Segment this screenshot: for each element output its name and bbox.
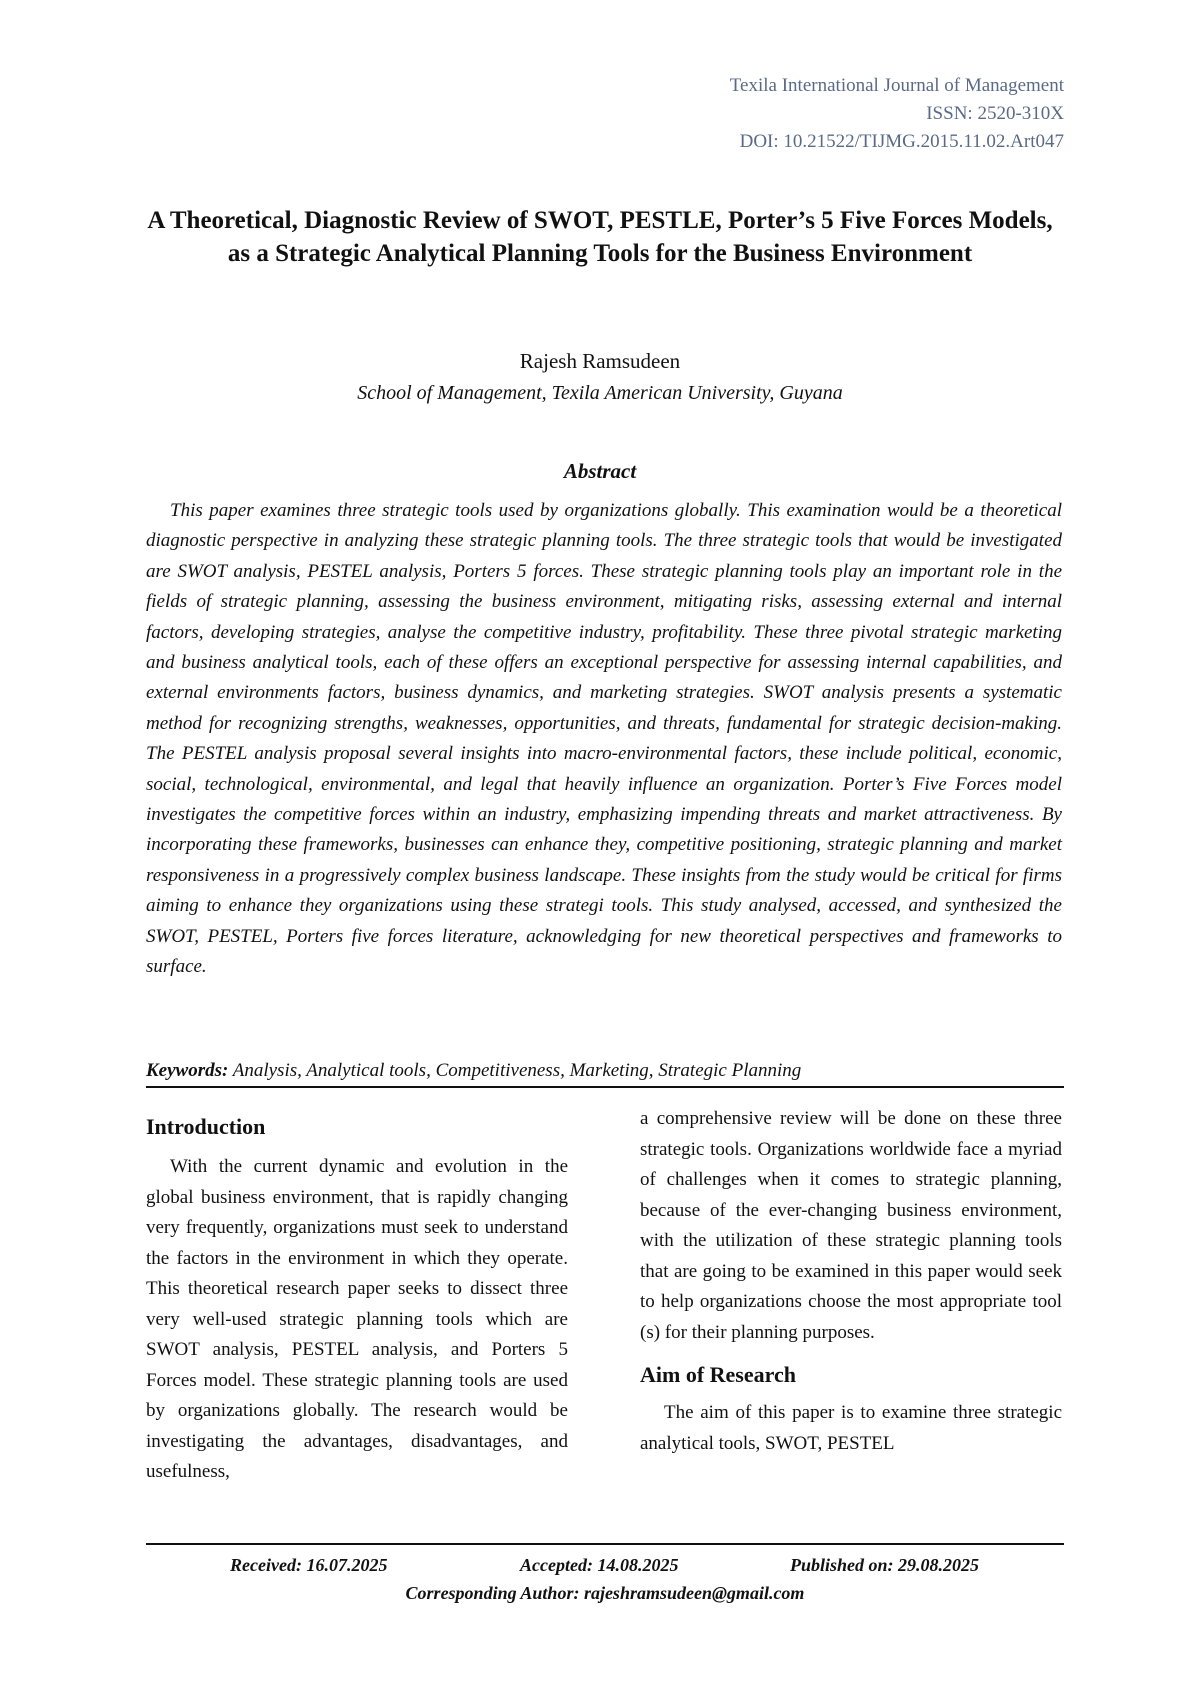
introduction-text: With the current dynamic and evolution in the global business environment, that is rapidly changing very frequently, organizations must seek to understand the factors in the environment in which they operate. This theoretical research paper seeks to dissect three very well-used strategic planning tools which are SWOT analysis, PESTEL analysis, and Porters 5 Forces model. These strategic planning tools are used by organizations globally. The research would be investigating the advantages, disadvantages, and usefulness,: [146, 1156, 568, 1482]
divider-top: [146, 1086, 1064, 1088]
journal-doi: DOI: 10.21522/TIJMG.2015.11.02.Art047: [739, 131, 1064, 152]
keywords: [146, 1058, 1062, 1084]
introduction-continuation: a comprehensive review will be done on these three strategic tools. Organizations worldwide face a myriad of challenges when it comes to strategic planning, because of the ever-changing business environment, with the utilization of these strategic planning tools that are going to be examined in this paper would seek to help organizations choose the most appropriate tool (s) for their planning purposes.: [640, 1108, 1062, 1343]
corresponding-author: Corresponding Author: rajeshramsudeen@gmail.com: [405, 1583, 805, 1603]
aim-text: The aim of this paper is to examine three strategic analytical tools, SWOT, PESTEL: [640, 1402, 1062, 1454]
paper-title: A Theoretical, Diagnostic Review of SWOT, PESTLE, Porter’s 5 Five Forces Models, as a Strategic Analytical Planning Tools for the Business Environment: [147, 207, 1053, 267]
aim-heading: Aim of Research: [640, 1362, 796, 1387]
divider-bottom: [146, 1543, 1064, 1545]
published-date: Published on: 29.08.2025: [790, 1555, 980, 1575]
abstract-heading: Abstract: [563, 459, 637, 483]
journal-issn: ISSN: 2520-310X: [926, 103, 1064, 124]
right-column: [640, 1104, 1062, 1459]
left-column: [146, 1112, 568, 1488]
keywords-label: Keywords:: [146, 1060, 229, 1081]
keywords-list: Analysis, Analytical tools, Competitiveness, Marketing, Strategic Planning: [228, 1060, 802, 1081]
received-date: Received: 16.07.2025: [230, 1555, 388, 1575]
abstract-text: This paper examines three strategic tools used by organizations globally. This examination would be a theoretical diagnostic perspective in analyzing these strategic planning tools. The three strategic tools that would be investigated are SWOT analysis, PESTEL analysis, Porters 5 forces. These strategic planning tools play an important role in the fields of strategic planning, assessing the business environment, mitigating risks, assessing external and internal factors, developing strategies, analyse the competitive industry, profitability. These three pivotal strategic marketing and business analytical tools, each of these offers an exceptional perspective for assessing internal capabilities, and external environments factors, business dynamics, and marketing strategies. SWOT analysis presents a systematic method for recognizing strengths, weaknesses, opportunities, and threats, fundamental for strategic decision-making. The PESTEL analysis proposal several insights into macro-environmental factors, these include political, economic, social, technological, environmental, and legal that heavily influence an organization. Porter’s Five Forces model investigates the competitive forces within an industry, emphasizing impending threats and market attractiveness. By incorporating these frameworks, businesses can enhance they, competitive positioning, strategic planning and market responsiveness in a progressively complex business landscape. These insights from the study would be critical for firms aiming to enhance they organizations using these strategi tools. This study analysed, accessed, and synthesized the SWOT, PESTEL, Porters five forces literature, acknowledging for new theoretical perspectives and frameworks to surface.: [146, 500, 1062, 978]
accepted-date: Accepted: 14.08.2025: [520, 1555, 679, 1575]
introduction-heading: Introduction: [146, 1114, 266, 1139]
author-affiliation: School of Management, Texila American University, Guyana: [357, 382, 843, 404]
author-name: Rajesh Ramsudeen: [519, 349, 681, 373]
journal-header: [504, 72, 1064, 156]
journal-name: Texila International Journal of Management: [729, 75, 1064, 96]
